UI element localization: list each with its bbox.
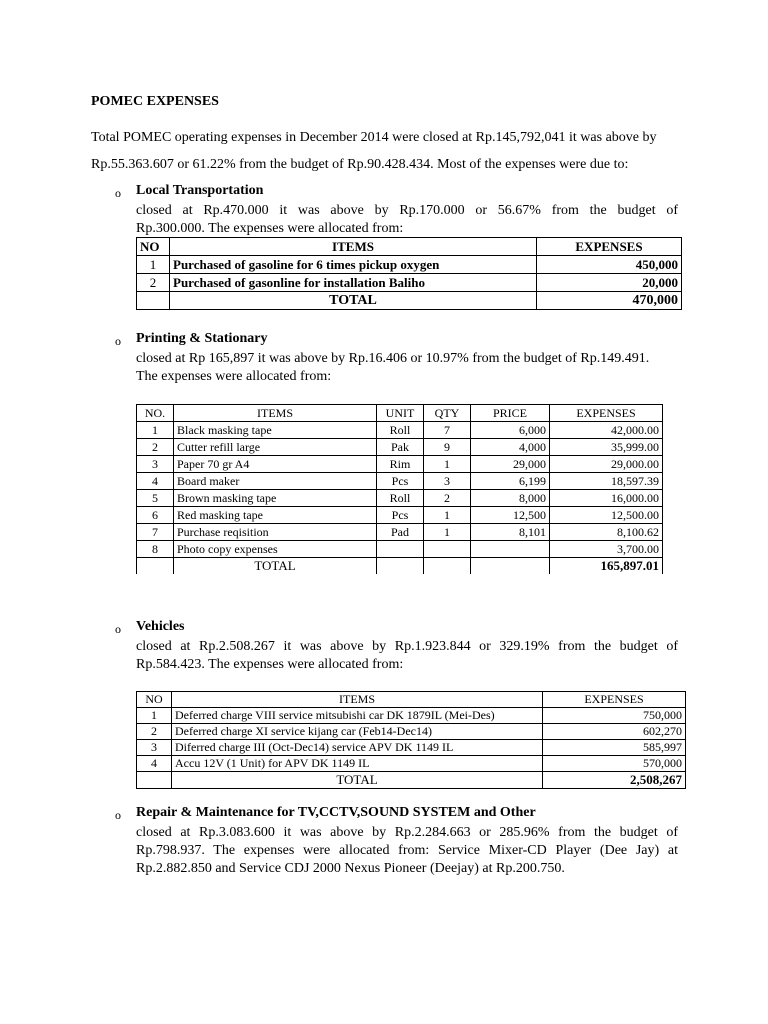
text-line: Rp.300.000. The expenses were allocated from: bbox=[136, 221, 404, 236]
cell-expense: 8,100.62 bbox=[550, 524, 663, 541]
section-title-local-transportation: Local Transportation bbox=[136, 183, 264, 198]
column-header: ITEMS bbox=[174, 405, 377, 422]
cell-item: Purchase reqisition bbox=[174, 524, 377, 541]
text-line: closed at Rp 165,897 it was above by Rp.16.406 or 10.97% from the budget of Rp.149.491. bbox=[136, 351, 650, 366]
cell-qty: 9 bbox=[424, 439, 471, 456]
table-row bbox=[137, 439, 663, 456]
cell-no: 1 bbox=[137, 422, 174, 439]
cell-qty: 1 bbox=[424, 456, 471, 473]
cell-price: 6,000 bbox=[471, 422, 550, 439]
section-text-vehicles bbox=[136, 638, 678, 674]
column-header: PRICE bbox=[471, 405, 550, 422]
cell-item: Black masking tape bbox=[174, 422, 377, 439]
table-header-row bbox=[137, 405, 663, 422]
cell-price: 4,000 bbox=[471, 439, 550, 456]
table-header-row bbox=[137, 692, 686, 708]
cell-unit: Pak bbox=[377, 439, 424, 456]
cell-item: Board maker bbox=[174, 473, 377, 490]
total-label: TOTAL bbox=[170, 292, 537, 310]
cell-expense: 20,000 bbox=[537, 274, 682, 292]
table-row bbox=[137, 490, 663, 507]
column-header: EXPENSES bbox=[550, 405, 663, 422]
local-transportation-table bbox=[136, 237, 682, 310]
cell-empty bbox=[377, 558, 424, 575]
cell-unit: Pad bbox=[377, 524, 424, 541]
column-header: EXPENSES bbox=[543, 692, 686, 708]
cell-empty bbox=[424, 558, 471, 575]
section-title-vehicles: Vehicles bbox=[136, 619, 185, 634]
cell-no: 1 bbox=[137, 708, 172, 724]
table-row bbox=[137, 724, 686, 740]
cell-qty bbox=[424, 541, 471, 558]
cell-no: 3 bbox=[137, 456, 174, 473]
text-line: closed at Rp.2.508.267 it was above by Rp.1.923.844 or 329.19% from the budget of bbox=[136, 639, 678, 654]
section-title-printing-stationary: Printing & Stationary bbox=[136, 331, 268, 346]
column-header: ITEMS bbox=[172, 692, 543, 708]
table-row bbox=[137, 524, 663, 541]
bullet-marker: o bbox=[115, 808, 121, 822]
cell-no: 8 bbox=[137, 541, 174, 558]
vehicles-table bbox=[136, 691, 686, 789]
table-row bbox=[137, 708, 686, 724]
column-header: ITEMS bbox=[170, 238, 537, 256]
table-row bbox=[137, 274, 682, 292]
cell-no: 3 bbox=[137, 740, 172, 756]
bullet-marker: o bbox=[115, 186, 121, 200]
cell-qty: 3 bbox=[424, 473, 471, 490]
section-text-local-transportation bbox=[136, 202, 678, 238]
cell-item: Cutter refill large bbox=[174, 439, 377, 456]
intro-line-2: Rp.55.363.607 or 61.22% from the budget of Rp.90.428.434. Most of the expenses were due to: bbox=[91, 157, 629, 172]
section-title-repair-maintenance: Repair & Maintenance for TV,CCTV,SOUND SYSTEM and Other bbox=[136, 805, 536, 820]
printing-stationary-table bbox=[136, 404, 663, 574]
cell-empty bbox=[137, 292, 170, 310]
total-label: TOTAL bbox=[172, 772, 543, 789]
cell-item: Purchased of gasonline for installation Baliho bbox=[170, 274, 537, 292]
text-line: Rp.798.937. The expenses were allocated from: Service Mixer-CD Player (Dee Jay) at bbox=[136, 843, 678, 858]
text-line: Rp.2.882.850 and Service CDJ 2000 Nexus Pioneer (Deejay) at Rp.200.750. bbox=[136, 861, 565, 876]
text-line: Rp.584.423. The expenses were allocated from: bbox=[136, 657, 404, 672]
cell-qty: 1 bbox=[424, 524, 471, 541]
cell-item: Diferred charge III (Oct-Dec14) service APV DK 1149 IL bbox=[172, 740, 543, 756]
cell-price: 8,000 bbox=[471, 490, 550, 507]
cell-item: Red masking tape bbox=[174, 507, 377, 524]
cell-item: Accu 12V (1 Unit) for APV DK 1149 IL bbox=[172, 756, 543, 772]
cell-empty bbox=[137, 772, 172, 789]
column-header: NO bbox=[137, 238, 170, 256]
cell-empty bbox=[137, 558, 174, 575]
table-total-row bbox=[137, 292, 682, 310]
total-label: TOTAL bbox=[174, 558, 377, 575]
table-header-row bbox=[137, 238, 682, 256]
section-text-repair-maintenance bbox=[136, 824, 678, 878]
cell-price bbox=[471, 541, 550, 558]
cell-price: 8,101 bbox=[471, 524, 550, 541]
table-row bbox=[137, 473, 663, 490]
table-row bbox=[137, 456, 663, 473]
cell-qty: 7 bbox=[424, 422, 471, 439]
column-header: UNIT bbox=[377, 405, 424, 422]
cell-expense: 750,000 bbox=[543, 708, 686, 724]
cell-no: 2 bbox=[137, 274, 170, 292]
cell-unit: Rim bbox=[377, 456, 424, 473]
text-line: closed at Rp.3.083.600 it was above by Rp.2.284.663 or 285.96% from the budget of bbox=[136, 825, 678, 840]
table-row bbox=[137, 507, 663, 524]
cell-expense: 3,700.00 bbox=[550, 541, 663, 558]
text-line: closed at Rp.470.000 it was above by Rp.170.000 or 56.67% from the budget of bbox=[136, 203, 678, 218]
cell-expense: 570,000 bbox=[543, 756, 686, 772]
cell-price: 12,500 bbox=[471, 507, 550, 524]
cell-unit: Roll bbox=[377, 490, 424, 507]
cell-item: Paper 70 gr A4 bbox=[174, 456, 377, 473]
table-row bbox=[137, 756, 686, 772]
cell-unit bbox=[377, 541, 424, 558]
cell-price: 6,199 bbox=[471, 473, 550, 490]
cell-price: 29,000 bbox=[471, 456, 550, 473]
cell-item: Brown masking tape bbox=[174, 490, 377, 507]
total-value: 470,000 bbox=[537, 292, 682, 310]
cell-no: 1 bbox=[137, 256, 170, 274]
table-row bbox=[137, 541, 663, 558]
cell-expense: 35,999.00 bbox=[550, 439, 663, 456]
cell-no: 2 bbox=[137, 439, 174, 456]
cell-qty: 2 bbox=[424, 490, 471, 507]
cell-expense: 450,000 bbox=[537, 256, 682, 274]
bullet-marker: o bbox=[115, 334, 121, 348]
cell-no: 2 bbox=[137, 724, 172, 740]
column-header: NO bbox=[137, 692, 172, 708]
cell-item: Deferred charge VIII service mitsubishi car DK 1879IL (Mei-Des) bbox=[172, 708, 543, 724]
cell-expense: 602,270 bbox=[543, 724, 686, 740]
text-line: The expenses were allocated from: bbox=[136, 369, 332, 384]
cell-expense: 585,997 bbox=[543, 740, 686, 756]
table-total-row bbox=[137, 772, 686, 789]
cell-no: 4 bbox=[137, 756, 172, 772]
cell-unit: Pcs bbox=[377, 473, 424, 490]
cell-expense: 29,000.00 bbox=[550, 456, 663, 473]
cell-item: Deferred charge XI service kijang car (Feb14-Dec14) bbox=[172, 724, 543, 740]
total-value: 165,897.01 bbox=[550, 558, 663, 575]
cell-item: Photo copy expenses bbox=[174, 541, 377, 558]
cell-no: 4 bbox=[137, 473, 174, 490]
column-header: QTY bbox=[424, 405, 471, 422]
cell-expense: 16,000.00 bbox=[550, 490, 663, 507]
section-text-printing-stationary bbox=[136, 350, 678, 386]
cell-no: 5 bbox=[137, 490, 174, 507]
cell-empty bbox=[471, 558, 550, 575]
table-row bbox=[137, 256, 682, 274]
table-row bbox=[137, 740, 686, 756]
page-heading: POMEC EXPENSES bbox=[91, 94, 219, 109]
column-header: EXPENSES bbox=[537, 238, 682, 256]
total-value: 2,508,267 bbox=[543, 772, 686, 789]
table-row bbox=[137, 422, 663, 439]
cell-item: Purchased of gasoline for 6 times pickup oxygen bbox=[170, 256, 537, 274]
intro-paragraph bbox=[91, 124, 681, 178]
cell-no: 6 bbox=[137, 507, 174, 524]
column-header: NO. bbox=[137, 405, 174, 422]
cell-unit: Pcs bbox=[377, 507, 424, 524]
cell-expense: 12,500.00 bbox=[550, 507, 663, 524]
bullet-marker: o bbox=[115, 622, 121, 636]
cell-no: 7 bbox=[137, 524, 174, 541]
cell-expense: 18,597.39 bbox=[550, 473, 663, 490]
intro-line-1: Total POMEC operating expenses in December 2014 were closed at Rp.145,792,041 it was above by bbox=[91, 130, 657, 145]
table-total-row bbox=[137, 558, 663, 575]
cell-unit: Roll bbox=[377, 422, 424, 439]
cell-qty: 1 bbox=[424, 507, 471, 524]
cell-expense: 42,000.00 bbox=[550, 422, 663, 439]
